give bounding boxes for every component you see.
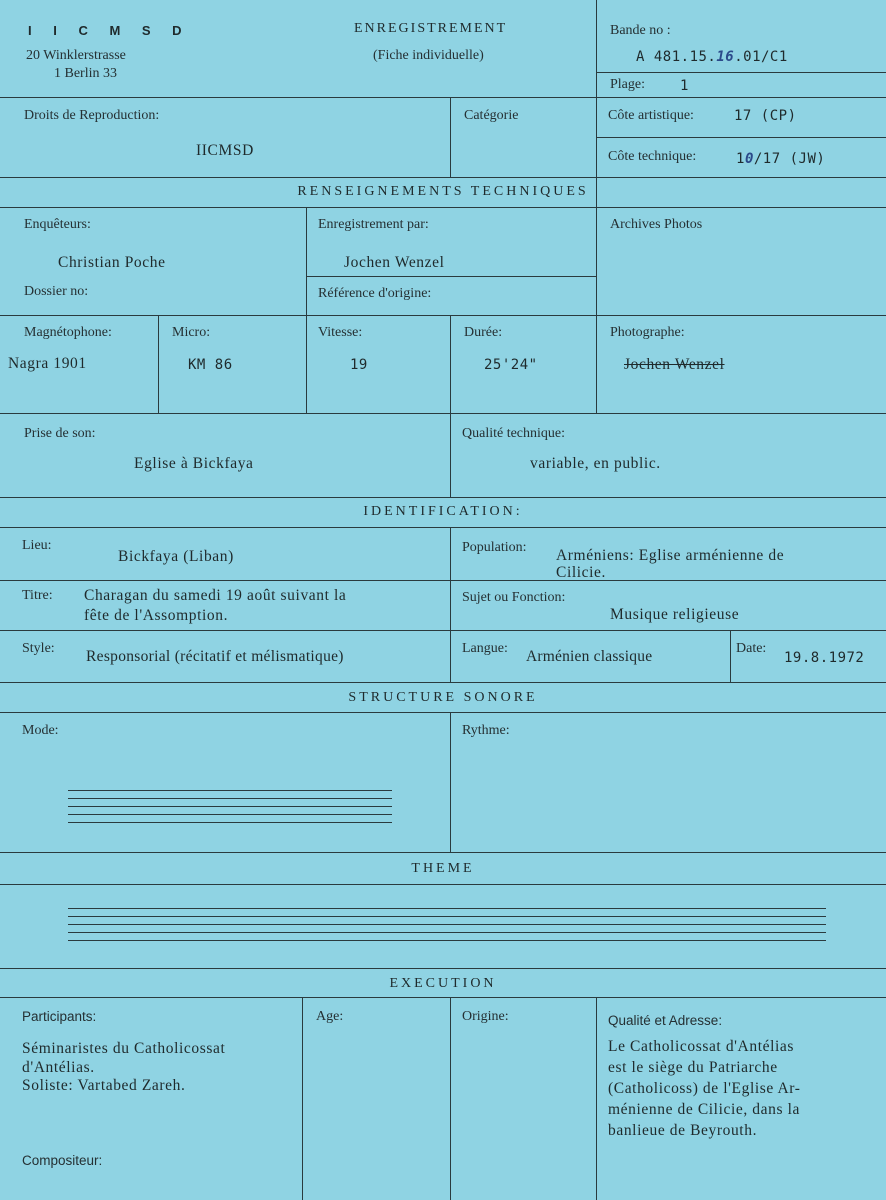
rule	[0, 630, 886, 631]
rights-value: IICMSD	[196, 142, 254, 159]
cote-artistique-label: Côte artistique:	[608, 108, 694, 123]
qualite-adresse-line: ménienne de Cilicie, dans la	[608, 1101, 800, 1118]
rule	[0, 997, 886, 998]
rule	[0, 97, 886, 98]
reference-origine-label: Référence d'origine:	[318, 286, 432, 301]
rule	[596, 72, 886, 73]
rule	[0, 884, 886, 885]
micro-value: KM 86	[188, 357, 233, 373]
rule	[302, 997, 303, 1200]
rule	[450, 997, 451, 1200]
qualite-adresse-line: est le siège du Patriarche	[608, 1059, 778, 1076]
duree-value: 25'24"	[484, 357, 538, 373]
magnetophone-label: Magnétophone:	[24, 325, 112, 340]
section-theme: THEME	[411, 861, 475, 876]
bande-value-main: A 481.15.	[636, 49, 717, 65]
participants-label: Participants:	[22, 1009, 97, 1024]
compositeur-label: Compositeur:	[22, 1153, 103, 1168]
style-label: Style:	[22, 641, 55, 656]
langue-label: Langue:	[462, 641, 508, 656]
rule	[0, 682, 886, 683]
rule	[596, 137, 886, 138]
rythme-label: Rythme:	[462, 723, 510, 738]
magnetophone-value: Nagra 1901	[8, 355, 87, 372]
photographe-value: Jochen Wenzel	[624, 356, 725, 373]
section-identification: IDENTIFICATION:	[363, 504, 523, 519]
rule	[0, 852, 886, 853]
date-value: 19.8.1972	[784, 650, 865, 666]
rule	[158, 315, 159, 413]
section-execution: EXECUTION	[389, 976, 497, 991]
enqueteurs-value: Christian Poche	[58, 254, 166, 271]
cote-technique-suffix: /17 (JW)	[753, 151, 826, 167]
rule	[450, 527, 451, 682]
cote-technique-label: Côte technique:	[608, 149, 697, 164]
participants-line2: d'Antélias.	[22, 1059, 95, 1076]
cote-technique-handwritten: 0	[744, 151, 754, 167]
duree-label: Durée:	[464, 325, 503, 340]
rule	[450, 97, 451, 177]
photographe-label: Photographe:	[610, 325, 685, 340]
origine-label: Origine:	[462, 1009, 509, 1024]
bande-value	[636, 48, 788, 66]
enregistrement-par-value: Jochen Wenzel	[344, 254, 445, 271]
bande-handwritten: 16	[716, 49, 735, 65]
rule	[0, 712, 886, 713]
org-address-line2: 1 Berlin 33	[54, 66, 117, 81]
rights-label: Droits de Reproduction:	[24, 108, 160, 123]
section-renseignements-techniques: RENSEIGNEMENTS TECHNIQUES	[297, 184, 589, 199]
section-structure-sonore: STRUCTURE SONORE	[348, 690, 538, 705]
vitesse-label: Vitesse:	[318, 325, 363, 340]
lieu-label: Lieu:	[22, 538, 52, 553]
cote-artistique-value: 17 (CP)	[734, 108, 797, 124]
org-address-line1: 20 Winklerstrasse	[26, 48, 126, 63]
sujet-fonction-value: Musique religieuse	[610, 606, 740, 623]
mode-label: Mode:	[22, 723, 59, 738]
rule	[596, 997, 597, 1200]
form-subtitle: (Fiche individuelle)	[373, 48, 484, 63]
cote-technique-main: 1	[736, 151, 745, 167]
archives-photos-label: Archives Photos	[610, 217, 703, 232]
participants-line3: Soliste: Vartabed Zareh.	[22, 1077, 186, 1094]
qualite-adresse-line: (Catholicoss) de l'Eglise Ar-	[608, 1080, 801, 1097]
rule	[450, 315, 451, 497]
rule	[306, 276, 596, 277]
rule	[596, 207, 597, 413]
prise-de-son-value: Eglise à Bickfaya	[134, 455, 254, 472]
bande-label: Bande no :	[610, 23, 671, 38]
participants-line1: Séminaristes du Catholicossat	[22, 1040, 226, 1057]
rule	[730, 630, 731, 682]
lieu-value: Bickfaya (Liban)	[118, 548, 234, 565]
org-logo: I I C M S D	[28, 23, 191, 38]
vitesse-value: 19	[350, 357, 368, 373]
micro-label: Micro:	[172, 325, 211, 340]
qualite-adresse-line: Le Catholicossat d'Antélias	[608, 1038, 795, 1055]
qualite-technique-label: Qualité technique:	[462, 426, 566, 441]
plage-value: 1	[680, 78, 689, 94]
rule	[306, 207, 307, 413]
rule	[0, 968, 886, 969]
style-value: Responsorial (récitatif et mélismatique)	[86, 648, 344, 665]
cote-technique-value	[736, 150, 825, 168]
rule	[0, 413, 886, 414]
titre-value-line1: Charagan du samedi 19 août suivant la	[84, 587, 347, 604]
titre-label: Titre:	[22, 588, 53, 603]
form-title: ENREGISTREMENT	[354, 21, 508, 36]
rule	[0, 497, 886, 498]
enqueteurs-label: Enquêteurs:	[24, 217, 91, 232]
population-label: Population:	[462, 540, 527, 555]
rule	[596, 0, 597, 207]
rule	[0, 177, 886, 178]
qualite-adresse-line: banlieue de Beyrouth.	[608, 1122, 758, 1139]
prise-de-son-label: Prise de son:	[24, 426, 96, 441]
population-value-line2: Cilicie.	[556, 564, 606, 581]
rule	[0, 315, 886, 316]
date-label: Date:	[736, 641, 767, 656]
langue-value: Arménien classique	[526, 648, 653, 665]
rule	[450, 712, 451, 852]
age-label: Age:	[316, 1009, 344, 1024]
dossier-label: Dossier no:	[24, 284, 89, 299]
categorie-label: Catégorie	[464, 108, 519, 123]
plage-label: Plage:	[610, 77, 645, 92]
rule	[0, 527, 886, 528]
titre-value-line2: fête de l'Assomption.	[84, 607, 229, 624]
qualite-adresse-label: Qualité et Adresse:	[608, 1013, 723, 1028]
bande-value-suffix: .01/C1	[734, 49, 788, 65]
rule	[0, 207, 886, 208]
population-value-line1: Arméniens: Eglise arménienne de	[556, 547, 785, 564]
sujet-fonction-label: Sujet ou Fonction:	[462, 590, 566, 605]
rule	[0, 580, 886, 581]
qualite-technique-value: variable, en public.	[530, 455, 661, 472]
enregistrement-par-label: Enregistrement par:	[318, 217, 429, 232]
